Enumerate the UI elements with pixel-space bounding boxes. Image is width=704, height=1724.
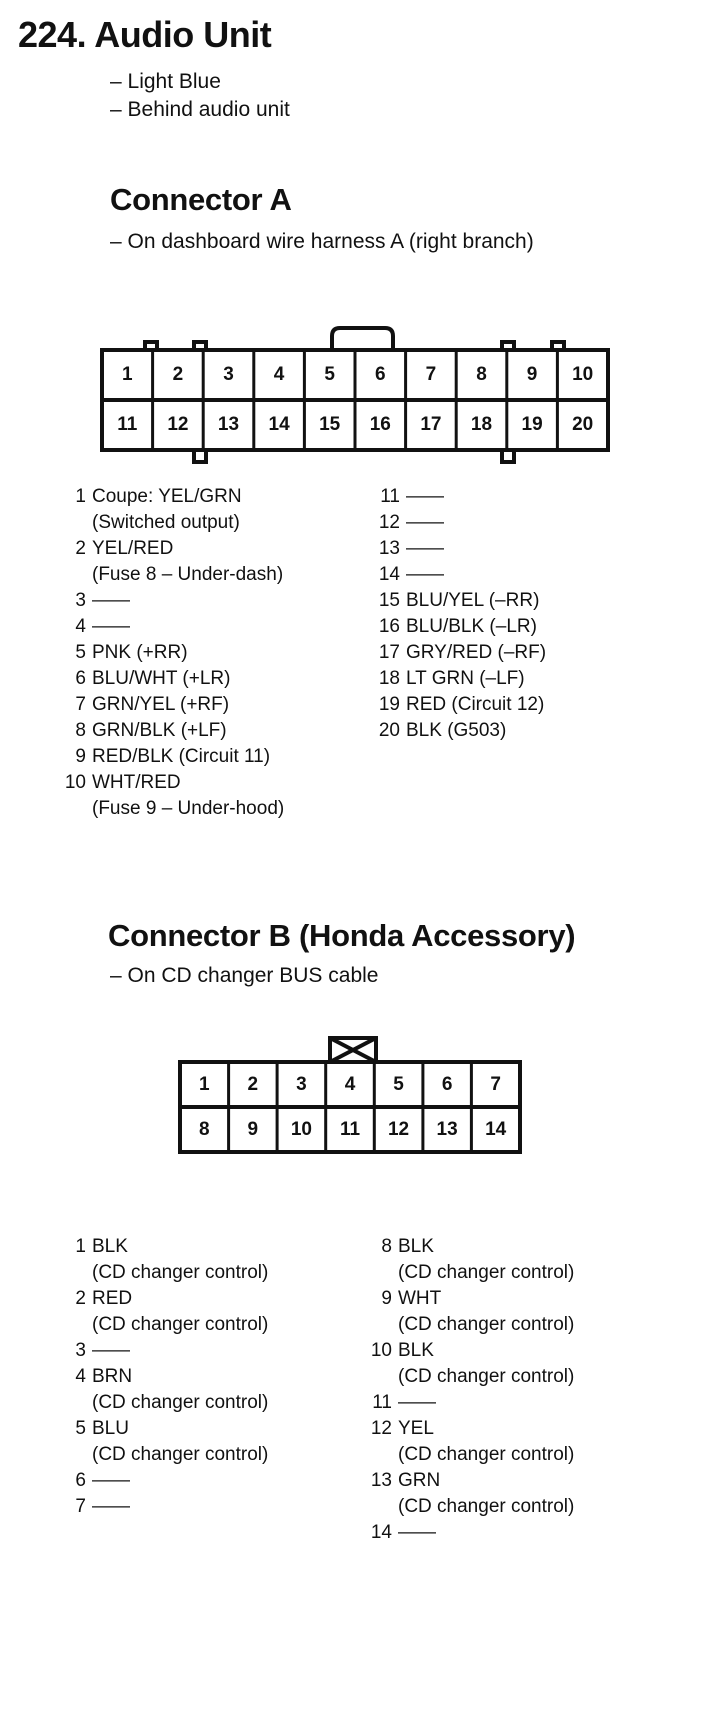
pin-number: 10	[370, 1340, 392, 1361]
pin-note: (CD changer control)	[92, 1392, 269, 1413]
pin-number: 16	[378, 616, 400, 637]
pin-number: 2	[75, 538, 86, 559]
pin-entry	[370, 640, 690, 666]
pin-entry	[370, 614, 690, 640]
connector-b-pin-cell: 2	[247, 1073, 259, 1095]
pin-wire: BLK	[398, 1236, 434, 1257]
unit-location: – Behind audio unit	[110, 98, 290, 121]
pin-entry	[58, 1364, 378, 1416]
connector-a-pin-cell: 13	[217, 414, 240, 435]
pin-number: 5	[75, 1418, 86, 1439]
connector-a-pin-list-left	[58, 484, 378, 822]
pin-wire: YEL/RED	[92, 538, 174, 559]
pin-number: 15	[378, 590, 400, 611]
pin-wire: ——	[406, 538, 444, 559]
pin-entry	[58, 1234, 378, 1286]
pin-number: 6	[75, 1470, 86, 1491]
pin-entry	[58, 1416, 378, 1468]
pin-number: 1	[75, 1236, 86, 1257]
pin-note: (CD changer control)	[92, 1444, 269, 1465]
connector-a-pin-cell: 14	[268, 414, 290, 435]
connector-a-pin-cell: 15	[319, 414, 341, 435]
connector-b-pin-cell: 5	[393, 1073, 404, 1095]
pin-entry	[370, 510, 690, 536]
connector-b-pin-cell: 6	[441, 1073, 453, 1095]
pin-number: 8	[381, 1236, 392, 1257]
connector-b-pin-cell: 9	[247, 1118, 259, 1140]
connector-b-pin-cell: 14	[485, 1118, 507, 1140]
connector-a-pin-cell: 8	[476, 364, 487, 385]
pin-wire: ——	[406, 512, 444, 533]
connector-b-pin-cell: 13	[436, 1118, 458, 1140]
connector-b-pin-cell: 7	[490, 1073, 501, 1095]
pin-note: (CD changer control)	[92, 1262, 269, 1283]
connector-a-pin-cell: 9	[526, 364, 538, 385]
pin-entry	[370, 666, 690, 692]
pin-wire: BLK	[398, 1340, 434, 1361]
pin-entry	[362, 1338, 692, 1390]
pin-number: 12	[370, 1418, 392, 1439]
connector-b-pin-list-right	[362, 1234, 692, 1546]
pin-note: (Fuse 8 – Under-dash)	[92, 564, 284, 585]
connector-a-heading: Connector A	[110, 182, 292, 217]
connector-a-pin-list-right	[370, 484, 690, 744]
connector-b-pin-cell: 8	[198, 1118, 210, 1140]
pin-number: 7	[75, 1496, 86, 1517]
pin-entry	[58, 718, 378, 744]
connector-a-pin-cell: 12	[167, 414, 189, 435]
pin-wire: ——	[92, 590, 130, 611]
pin-wire: ——	[398, 1392, 436, 1413]
connector-a-pin-cell: 20	[572, 414, 594, 435]
pin-wire: ——	[92, 1470, 130, 1491]
pin-note: (CD changer control)	[398, 1444, 575, 1465]
pin-wire: BLU/BLK (–LR)	[406, 616, 537, 637]
pin-wire: RED (Circuit 12)	[406, 694, 545, 715]
pin-wire: ——	[406, 486, 444, 507]
pin-number: 13	[378, 538, 400, 559]
pin-entry	[58, 692, 378, 718]
pin-entry	[58, 536, 378, 588]
pin-entry	[370, 718, 690, 744]
connector-b-pin-cell: 10	[290, 1118, 312, 1140]
pin-wire: BLU/WHT (+LR)	[92, 668, 231, 689]
pin-entry	[58, 588, 378, 614]
pin-entry	[370, 562, 690, 588]
pin-entry	[58, 1494, 378, 1520]
pin-wire: PNK (+RR)	[92, 642, 188, 663]
pin-entry	[370, 588, 690, 614]
pin-wire: BLK (G503)	[406, 720, 507, 741]
pin-note: (Switched output)	[92, 512, 240, 533]
pin-wire: LT GRN (–LF)	[406, 668, 525, 689]
pin-entry	[58, 1286, 378, 1338]
pin-note: (CD changer control)	[92, 1314, 269, 1335]
pin-entry	[58, 614, 378, 640]
pin-number: 11	[380, 486, 400, 507]
pin-number: 14	[370, 1522, 392, 1543]
pin-number: 10	[64, 772, 86, 793]
connector-a-diagram	[100, 322, 610, 482]
pin-entry	[362, 1390, 692, 1416]
pin-wire: ——	[398, 1522, 436, 1543]
connector-a-pin-cell: 4	[273, 364, 285, 385]
pin-wire: GRN	[398, 1470, 441, 1491]
connector-a-pin-cell: 17	[420, 414, 442, 435]
pin-wire: BLK	[92, 1236, 128, 1257]
connector-b-pin-cell: 11	[339, 1118, 361, 1140]
pin-number: 12	[378, 512, 400, 533]
pin-entry	[362, 1234, 692, 1286]
pin-number: 9	[381, 1288, 392, 1309]
pin-number: 3	[75, 590, 86, 611]
pin-note: (CD changer control)	[398, 1366, 575, 1387]
pin-wire: GRN/YEL (+RF)	[92, 694, 230, 715]
pin-entry	[58, 1338, 378, 1364]
pin-number: 13	[370, 1470, 392, 1491]
pin-number: 18	[378, 668, 400, 689]
connector-a-location: – On dashboard wire harness A (right branch)	[110, 230, 534, 253]
pin-wire: WHT	[398, 1288, 442, 1309]
connector-a-pin-cell: 1	[122, 364, 133, 385]
pin-entry	[370, 692, 690, 718]
pin-entry	[362, 1416, 692, 1468]
pin-wire: ——	[406, 564, 444, 585]
connector-a-pin-cell: 2	[172, 364, 184, 385]
pin-wire: GRN/BLK (+LF)	[92, 720, 227, 741]
pin-number: 20	[378, 720, 400, 741]
pin-entry	[362, 1468, 692, 1520]
pin-entry	[370, 484, 690, 510]
connector-a-pin-cell: 7	[425, 364, 437, 385]
connector-a-pin-cell: 11	[117, 414, 138, 435]
connector-b-pin-cell: 12	[387, 1118, 410, 1140]
pin-number: 4	[75, 1366, 86, 1387]
pin-note: (CD changer control)	[398, 1262, 575, 1283]
pin-number: 2	[75, 1288, 86, 1309]
pin-number: 3	[75, 1340, 86, 1361]
connector-a-pin-cell: 18	[470, 414, 493, 435]
pin-wire: Coupe: YEL/GRN	[92, 486, 242, 507]
pin-wire: ——	[92, 1340, 130, 1361]
pin-wire: BLU/YEL (–RR)	[406, 590, 540, 611]
pin-wire: RED/BLK (Circuit 11)	[92, 746, 271, 767]
pin-number: 9	[75, 746, 86, 767]
pin-entry	[370, 536, 690, 562]
pin-wire: GRY/RED (–RF)	[406, 642, 547, 663]
pin-number: 6	[75, 668, 86, 689]
pin-entry	[58, 640, 378, 666]
pin-note: (CD changer control)	[398, 1496, 575, 1517]
connector-b-pin-cell: 3	[296, 1073, 307, 1095]
pin-wire: YEL	[398, 1418, 434, 1439]
pin-number: 7	[75, 694, 86, 715]
pin-number: 14	[378, 564, 400, 585]
pin-entry	[362, 1520, 692, 1546]
pin-entry	[58, 484, 378, 536]
connector-a-pin-cell: 6	[375, 364, 386, 385]
connector-b-pin-cell: 1	[198, 1073, 210, 1095]
pin-wire: WHT/RED	[92, 772, 181, 793]
pin-wire: RED	[92, 1288, 133, 1309]
connector-b-heading: Connector B (Honda Accessory)	[108, 918, 576, 953]
pin-number: 8	[75, 720, 86, 741]
pin-entry	[58, 1468, 378, 1494]
connector-a-pin-cell: 16	[369, 414, 391, 435]
connector-a-pin-cell: 10	[572, 364, 594, 385]
pin-number: 5	[75, 642, 86, 663]
pin-entry	[362, 1286, 692, 1338]
pin-wire: BRN	[92, 1366, 133, 1387]
pin-number: 11	[372, 1392, 392, 1413]
pin-number: 17	[378, 642, 400, 663]
connector-b-pin-list-left	[58, 1234, 378, 1520]
connector-a-pin-cell: 5	[324, 364, 335, 385]
pin-number: 4	[75, 616, 86, 637]
connector-b-pin-cell: 4	[344, 1073, 356, 1095]
pin-entry	[58, 744, 378, 770]
pin-entry	[58, 666, 378, 692]
connector-b-location: – On CD changer BUS cable	[110, 964, 379, 987]
pin-wire: ——	[92, 616, 130, 637]
pin-number: 19	[378, 694, 400, 715]
pin-wire: BLU	[92, 1418, 129, 1439]
page-title: 224. Audio Unit	[18, 14, 272, 55]
pin-entry	[58, 770, 378, 822]
pin-wire: ——	[92, 1496, 130, 1517]
pin-number: 1	[75, 486, 86, 507]
unit-color: – Light Blue	[110, 70, 221, 93]
pin-note: (CD changer control)	[398, 1314, 575, 1335]
connector-a-pin-cell: 3	[223, 364, 234, 385]
connector-b-diagram	[178, 1030, 530, 1160]
connector-a-pin-cell: 19	[521, 414, 543, 435]
pin-note: (Fuse 9 – Under-hood)	[92, 798, 285, 819]
